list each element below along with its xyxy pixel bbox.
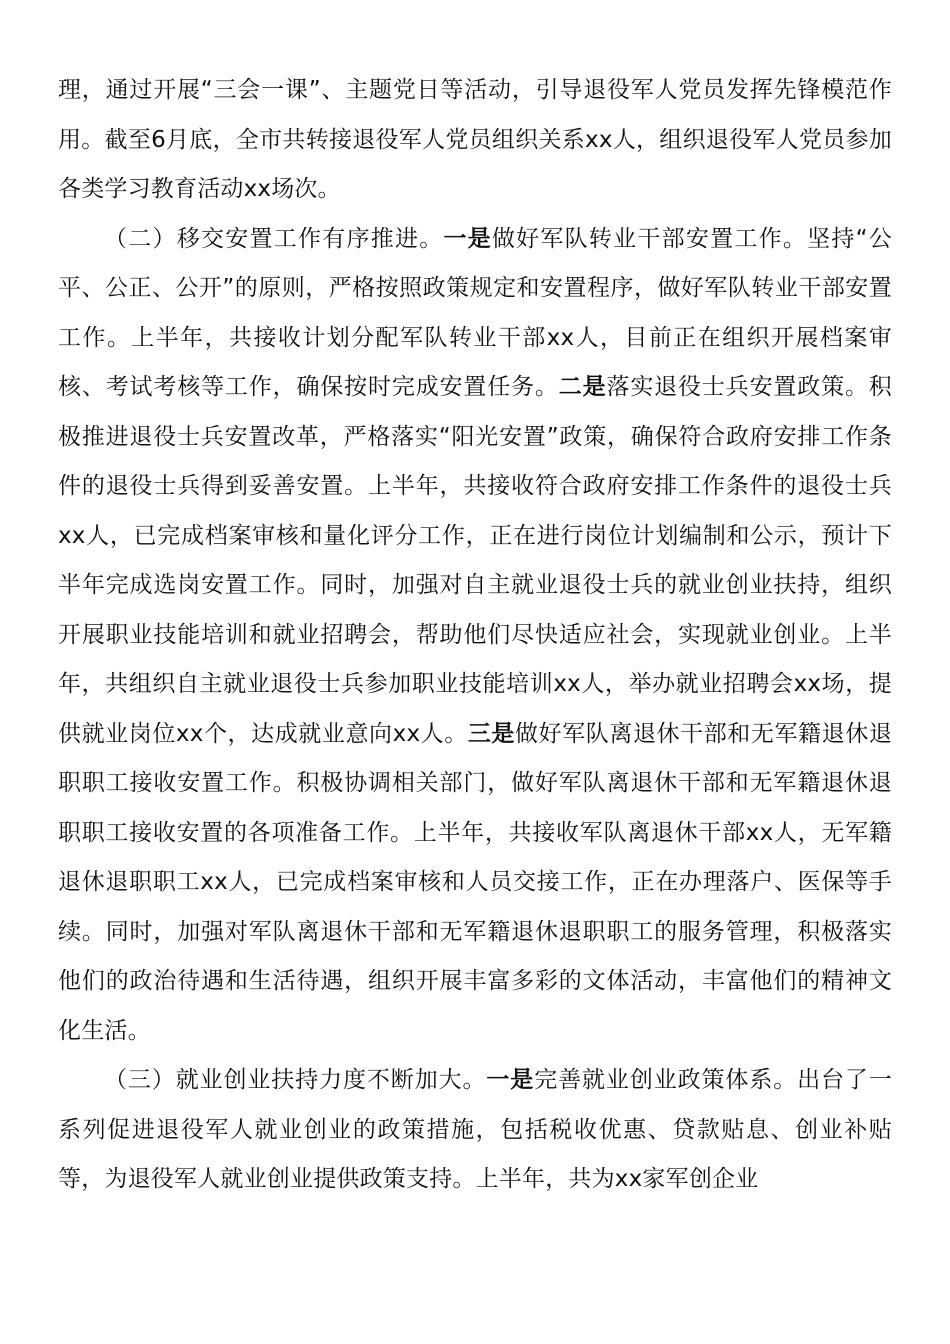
text-run: 做好军队离退休干部和无军籍退休退职职工接收安置工作。积极协调相关部门，做好军队离退休干部和无军籍退休退职职工接收安置的各项准备工作。上半年，共接收军队离退休干部xx人，无军籍退休退职职工xx人，已完成档案审核和人员交接工作，正在办理落户、医保等手续。同时，加强对军队离退休干部和无军籍退休退职职工的服务管理，积极落实他们的政治待遇和生活待遇，组织开展丰富多彩的文体活动，丰富他们的精神文化生活。 — [58, 720, 893, 1044]
bold-marker-first: 一是 — [486, 1067, 535, 1093]
bold-marker-second: 二是 — [558, 374, 607, 400]
text-run: 落实退役士兵安置政策。积极推进退役士兵安置改革，严格落实“阳光安置”政策，确保符合政府安排工作条件的退役士兵得到妥善安置。上半年，共接收符合政府安排工作条件的退役士兵xx人，已完成档案审核和量化评分工作，正在进行岗位计划编制和公示，预计下半年完成选岗安置工作。同时，加强对自主就业退役士兵的就业创业扶持，组织开展职业技能培训和就业招聘会，帮助他们尽快适应社会，实现就业创业。上半年，共组织自主就业退役士兵参加职业技能培训xx人，举办就业招聘会xx场，提供就业岗位xx个，达成就业意向xx人。 — [58, 374, 892, 747]
document-page — [58, 66, 892, 1205]
section-heading: （二）移交安置工作有序推进。 — [104, 225, 444, 252]
paragraph-party-activities — [58, 66, 892, 215]
bold-marker-first: 一是 — [443, 225, 492, 252]
text-run: 完善就业创业政策体系。出台了一系列促进退役军人就业创业的政策措施，包括税收优惠、贷款贴息、创业补贴等，为退役军人就业创业提供政策支持。上半年，共为xx家军创企业 — [58, 1067, 893, 1192]
bold-marker-third: 三是 — [467, 720, 516, 747]
section-heading: （三）就业创业扶持力度不断加大。 — [104, 1067, 487, 1093]
paragraph-transfer-placement — [58, 215, 892, 1057]
text-run: 做好军队转业干部安置工作。坚持“公平、公正、公开”的原则，严格按照政策规定和安置程序，做好军队转业干部安置工作。上半年，共接收计划分配军队转业干部xx人，目前正在组织开展档案审核、考试考核等工作，确保按时完成安置任务。 — [58, 225, 892, 400]
text-run: 理，通过开展“三会一课”、主题党日等活动，引导退役军人党员发挥先锋模范作用。截至6月底，全市共转接退役军人党员组织关系xx人，组织退役军人党员参加各类学习教育活动xx场次。 — [58, 77, 892, 202]
paragraph-employment-support — [58, 1056, 892, 1205]
